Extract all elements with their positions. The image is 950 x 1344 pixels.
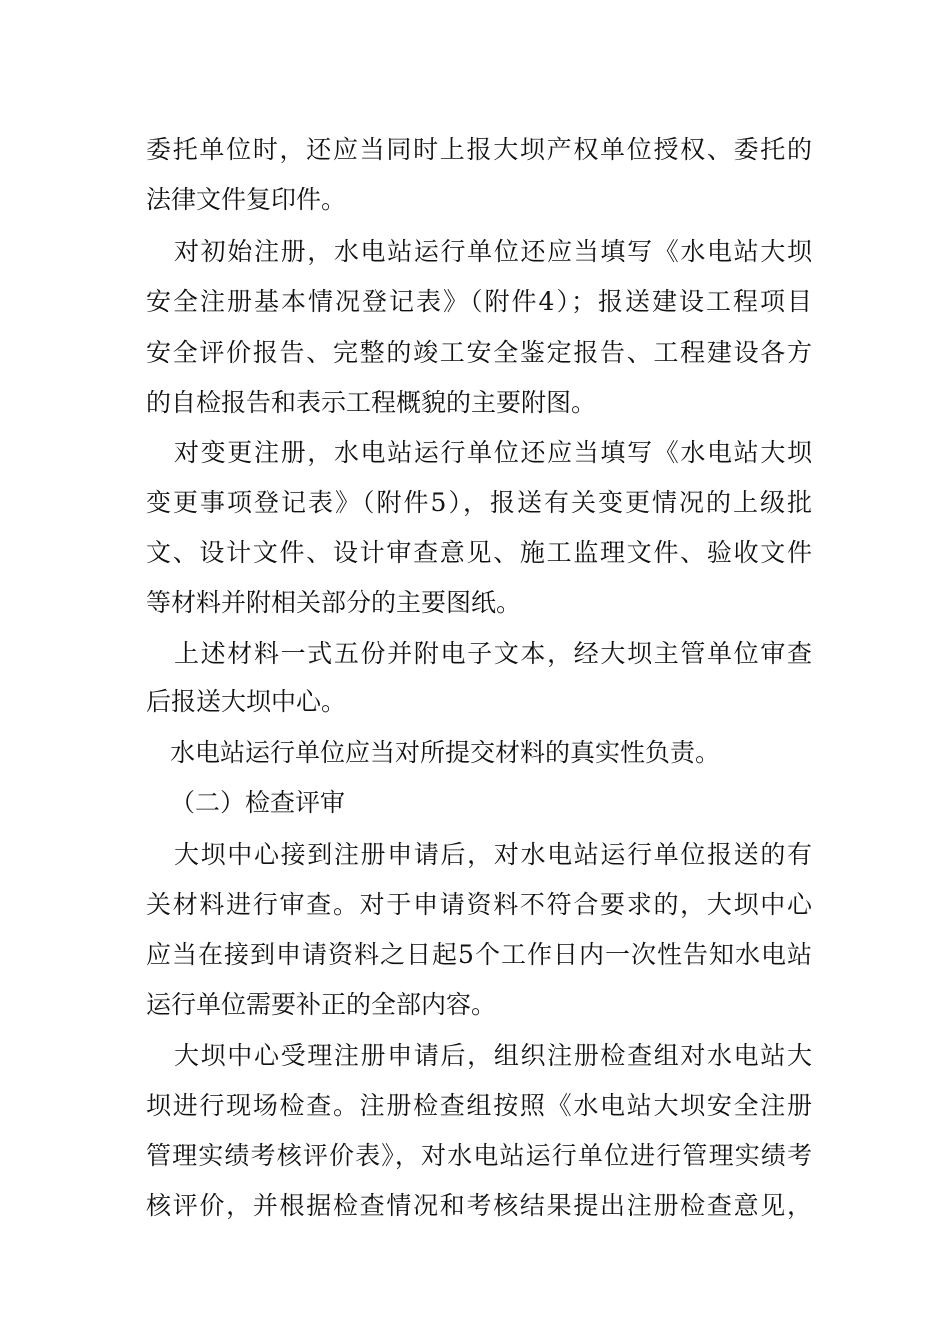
text-line: 委托单位时，还应当同时上报大坝产权单位授权、委托的: [146, 135, 812, 164]
text-line: 变更事项登记表》（附件5），报送有关变更情况的上级批: [146, 488, 812, 517]
text-line: 水电站运行单位应当对所提交材料的真实性负责。: [170, 738, 721, 767]
text-line: 关材料进行审查。对于申请资料不符合要求的，大坝中心: [146, 890, 812, 919]
text-line: 等材料并附相关部分的主要图纸。: [146, 588, 522, 617]
text-line: 对变更注册，水电站运行单位还应当填写《水电站大坝: [174, 438, 812, 467]
text-line: 对初始注册，水电站运行单位还应当填写《水电站大坝: [174, 237, 812, 266]
text-line: 安全注册基本情况登记表》（附件4）；报送建设工程项目: [146, 287, 812, 316]
text-line: 运行单位需要补正的全部内容。: [146, 990, 497, 1019]
text-line: 的自检报告和表示工程概貌的主要附图。: [146, 388, 597, 417]
text-line: 大坝中心受理注册申请后，组织注册检查组对水电站大: [174, 1041, 812, 1070]
text-line: 法律文件复印件。: [146, 185, 347, 214]
text-line: 后报送大坝中心。: [146, 687, 347, 716]
text-line: 管理实绩考核评价表》，对水电站运行单位进行管理实绩考: [146, 1141, 812, 1170]
section-heading: （二）检查评审: [170, 788, 346, 817]
text-line: 安全评价报告、完整的竣工安全鉴定报告、工程建设各方: [146, 338, 812, 367]
text-line: 应当在接到申请资料之日起5个工作日内一次性告知水电站: [146, 940, 812, 969]
text-line: 坝进行现场检查。注册检查组按照《水电站大坝安全注册: [146, 1091, 812, 1120]
text-line: 文、设计文件、设计审查意见、施工监理文件、验收文件: [146, 538, 812, 567]
text-line: 大坝中心接到注册申请后，对水电站运行单位报送的有: [174, 840, 812, 869]
text-line: 核评价，并根据检查情况和考核结果提出注册检查意见，: [146, 1191, 812, 1220]
text-line: 上述材料一式五份并附电子文本，经大坝主管单位审查: [174, 639, 812, 668]
